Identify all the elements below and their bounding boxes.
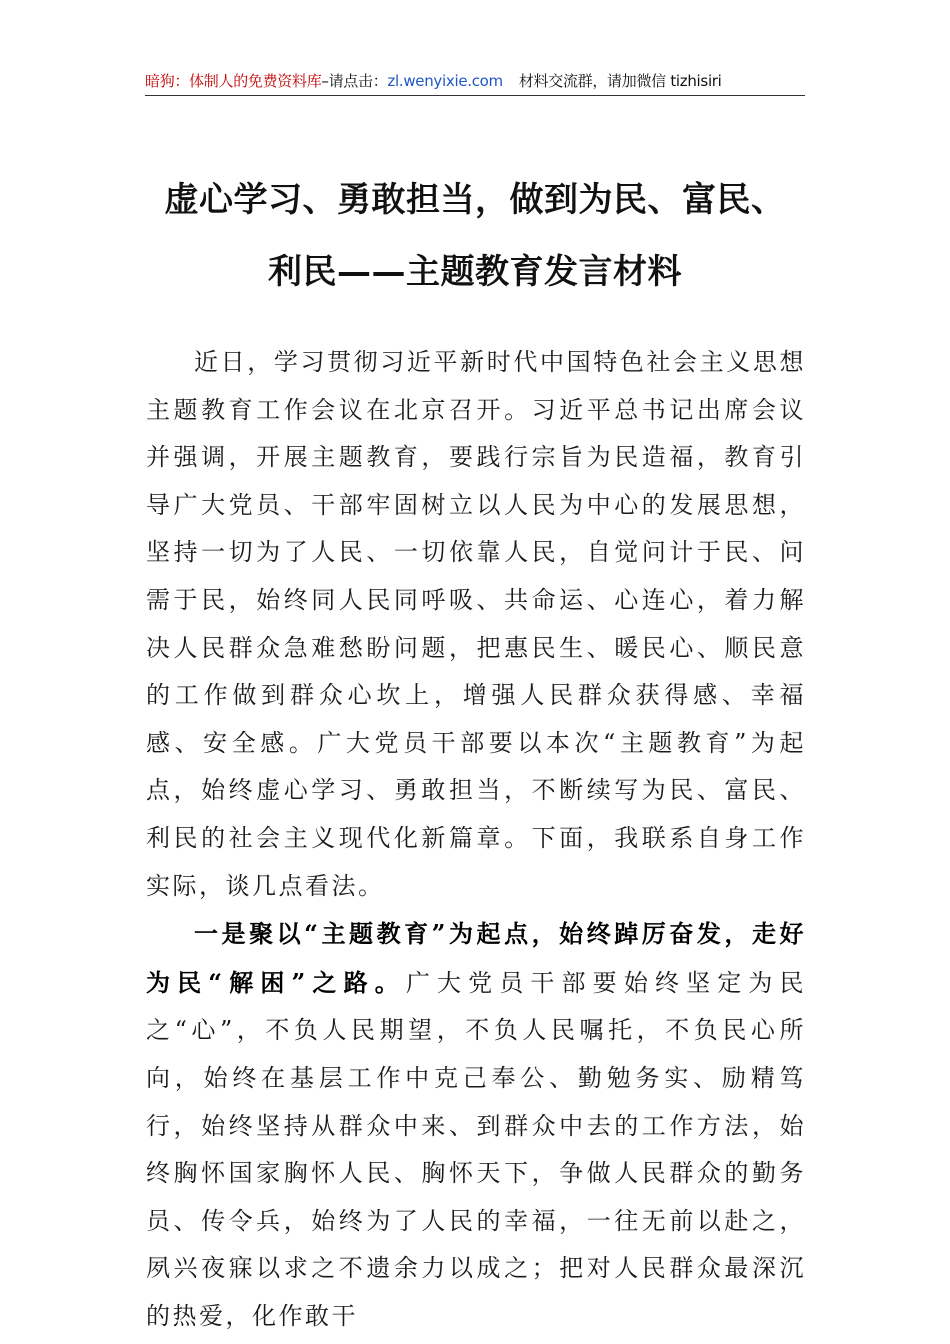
document-title-line-1: 虚心学习、勇敢担当，做到为民、富民、	[164, 180, 786, 220]
header-brand: 暗狗：体制人的免费资料库	[145, 72, 322, 90]
header-prompt: –请点击：	[321, 72, 388, 90]
paragraph-point-one-lead: 一是聚以“主题教育”为起点，始终踔厉奋发，走好为民“解困”之路。	[146, 919, 806, 997]
document-title-line-2: 利民——主题教育发言材料	[268, 252, 682, 292]
header-divider	[145, 95, 805, 96]
paragraph-point-one	[146, 910, 806, 1340]
header-contact: 材料交流群，请加微信 tizhisiri	[518, 72, 722, 90]
document-body	[146, 339, 806, 1340]
page-header	[145, 70, 805, 91]
paragraph-intro: 近日，学习贯彻习近平新时代中国特色社会主义思想主题教育工作会议在北京召开。习近平总书记出席会议并强调，开展主题教育，要践行宗旨为民造福，教育引导广大党员、干部牢固树立以人民为中心的发展思想，坚持一切为了人民、一切依靠人民，自觉问计于民、问需于民，始终同人民同呼吸、共命运、心连心，着力解决人民群众急难愁盼问题，把惠民生、暖民心、顺民意的工作做到群众心坎上，增强人民群众获得感、幸福感、安全感。广大党员干部要以本次“主题教育”为起点，始终虚心学习、勇敢担当，不断续写为民、富民、利民的社会主义现代化新篇章。下面，我联系自身工作实际，谈几点看法。	[146, 348, 806, 900]
header-url-link[interactable]: zl.wenyixie.com	[387, 72, 503, 90]
paragraph-point-one-body: 广大党员干部要始终坚定为民之“心”，不负人民期望，不负人民嘱托，不负民心所向，始终在基层工作中克己奉公、勤勉务实、励精笃行，始终坚持从群众中来、到群众中去的工作方法，始终胸怀国家胸怀人民、胸怀天下，争做人民群众的勤务员、传令兵，始终为了人民的幸福，一往无前以赴之，夙兴夜寐以求之不遗余力以成之；把对人民群众最深沉的热爱，化作敢干	[146, 968, 807, 1330]
